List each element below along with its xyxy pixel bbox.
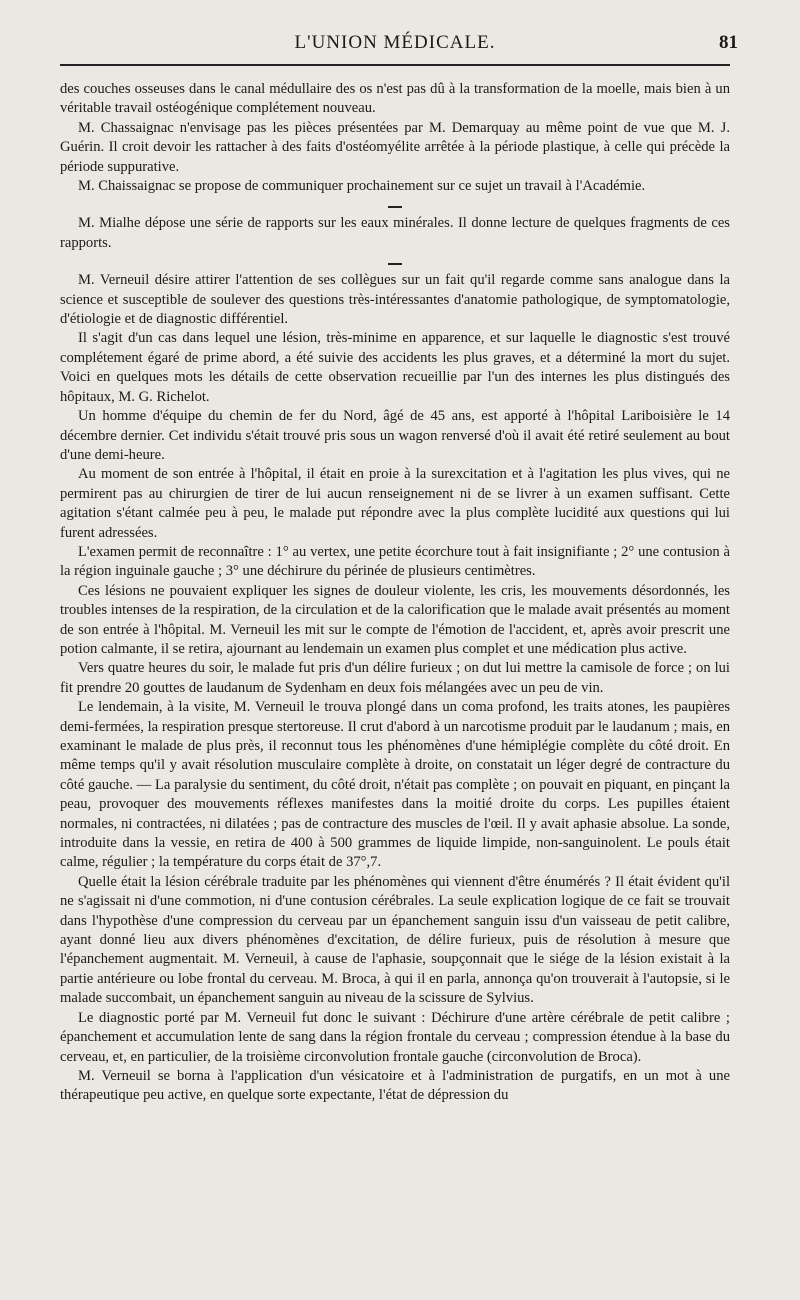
paragraph: Le lendemain, à la visite, M. Verneuil le trouva plongé dans un coma profond, les traits atones, les paupières demi-fermées, la respiration presque stertoreuse. Il crut d'abord à un narcotisme produit par le laudanum ; mais, en examinant le malade de plus près, il reconnut tous les phénomènes d'une hémiplégie complète du côté droit. En même temps qu'il y avait résolution musculaire complète à droite, on constatait un léger degré de contracture du côté gauche. — La paralysie du sentiment, du côté droit, n'était pas complète ; on pouvait en piquant, en pinçant la peau, provoquer des mouvements réflexes manifestes dans la moitié droite du corps. Les pupilles étaient normales, ni contractées, ni dilatées ; pas de contracture des muscles de l'œil. Il y avait aphasie absolue. La sonde, introduite dans la vessie, en retira de 400 à 500 grammes de liquide limpide, non-sanguinolent. Le pouls était calme, régulier ; la température du corps était de 37°,7. xyxy=(60,699,730,871)
paragraph: M. Mialhe dépose une série de rapports sur les eaux minérales. Il donne lecture de quelques fragments de ces rapports. xyxy=(60,215,730,251)
paragraph: L'examen permit de reconnaître : 1° au vertex, une petite écorchure tout à fait insignifiante ; 2° une contusion à la région inguinale gauche ; 3° une déchirure du périnée de plusieurs centimètres. xyxy=(60,543,730,580)
article-body xyxy=(60,80,730,1106)
paragraph: M. Verneuil se borna à l'application d'un vésicatoire et à l'administration de purgatifs, en un mot à une thérapeutique peu active, en quelque sorte expectante, l'état de dépression du xyxy=(60,1067,730,1104)
paragraph: M. Chaissaignac se propose de communiquer prochainement sur ce sujet un travail à l'Académie. xyxy=(78,178,646,195)
paragraph: M. Verneuil désire attirer l'attention de ses collègues sur un fait qu'il regarde comme sans analogue dans la science et susceptible de soulever des questions très-intéressantes d'anatomie pathologique, de symptomatologie, d'étiologie et de diagnostic différentiel. xyxy=(60,272,730,328)
page-number: 81 xyxy=(719,32,738,53)
section-separator xyxy=(388,263,402,265)
paragraph: Vers quatre heures du soir, le malade fut pris d'un délire furieux ; on dut lui mettre la camisole de force ; on lui fit prendre 20 gouttes de laudanum de Sydenham en deux fois mélangées avec un peu de vin. xyxy=(60,660,730,696)
paragraph: des couches osseuses dans le canal médullaire des os n'est pas dû à la transformation de la moelle, mais bien à un véritable travail ostéogénique complétement nouveau. xyxy=(60,81,730,117)
paragraph: Au moment de son entrée à l'hôpital, il était en proie à la surexcitation et à l'agitation les plus vives, qui ne permirent pas au chirurgien de tirer de lui aucun renseignement ni de se livrer à un examen suffisant. Cette agitation s'étant calmée peu à peu, le malade put répondre avec la plus complète lucidité aux questions qui lui furent adressées. xyxy=(60,466,730,541)
paragraph: Le diagnostic porté par M. Verneuil fut donc le suivant : Déchirure d'une artère cérébrale de petit calibre ; épanchement et accumulation lente de sang dans la région frontale du cerveau ; compression étendue à la base du cerveau, et, en particulier, de la troisième circonvolution frontale gauche (circonvolution de Broca). xyxy=(60,1009,730,1065)
running-title: L'UNION MÉDICALE. xyxy=(294,32,496,53)
page-header xyxy=(60,30,738,66)
section-separator xyxy=(388,206,402,208)
paragraph: Il s'agit d'un cas dans lequel une lésion, très-minime en apparence, et sur laquelle le diagnostic s'est trouvé complétement égaré de prime abord, a été suivie des accidents les plus graves, et a déterminé la mort du sujet. Voici en quelques mots les détails de cette observation recueillie par l'un des internes les plus distingués des hôpitaux, M. G. Richelot. xyxy=(60,330,730,405)
paragraph: M. Chassaignac n'envisage pas les pièces présentées par M. Demarquay au même point de vue que M. J. Guérin. Il croit devoir les rattacher à des faits d'ostéomyélite arrêtée à la période plastique, à celle qui précède la période suppurative. xyxy=(60,119,730,175)
paragraph: Un homme d'équipe du chemin de fer du Nord, âgé de 45 ans, est apporté à l'hôpital Lariboisière le 14 décembre dernier. Cet individu s'était trouvé pris sous un wagon renversé d'où il avait été retiré seulement au bout d'une demi-heure. xyxy=(60,408,730,463)
paragraph: Quelle était la lésion cérébrale traduite par les phénomènes qui viennent d'être énumérés ? Il était évident qu'il ne s'agissait ni d'une commotion, ni d'une contusion cérébrales. La seule explication logique de ce fait se trouvait dans l'hypothèse d'une compression du cerveau par un épanchement sanguin issu d'un vaisseau de petit calibre, ayant donné lieu aux divers phénomènes d'excitation, de délire furieux, puis de résolution à mesure que l'épanchement augmentait. M. Verneuil, à cause de l'aphasie, soupçonnait que le siége de la lésion existait à la partie antérieure ou lobe frontal du cerveau. M. Broca, à qui il en parla, annonça qu'on trouverait à l'autopsie, si le malade succombait, un épanchement sanguin au niveau de la scissure de Sylvius. xyxy=(60,873,730,1007)
paragraph: Ces lésions ne pouvaient expliquer les signes de douleur violente, les cris, les mouvements désordonnés, les troubles intenses de la respiration, de la circulation et de la calorification que le malade avait présentés au moment de son entrée à l'hôpital. M. Verneuil les mit sur le compte de l'émotion de l'accident, et, après avoir prescrit une potion calmante, il se retira, ajournant au lendemain un examen plus complet et une médication plus active. xyxy=(60,582,730,657)
